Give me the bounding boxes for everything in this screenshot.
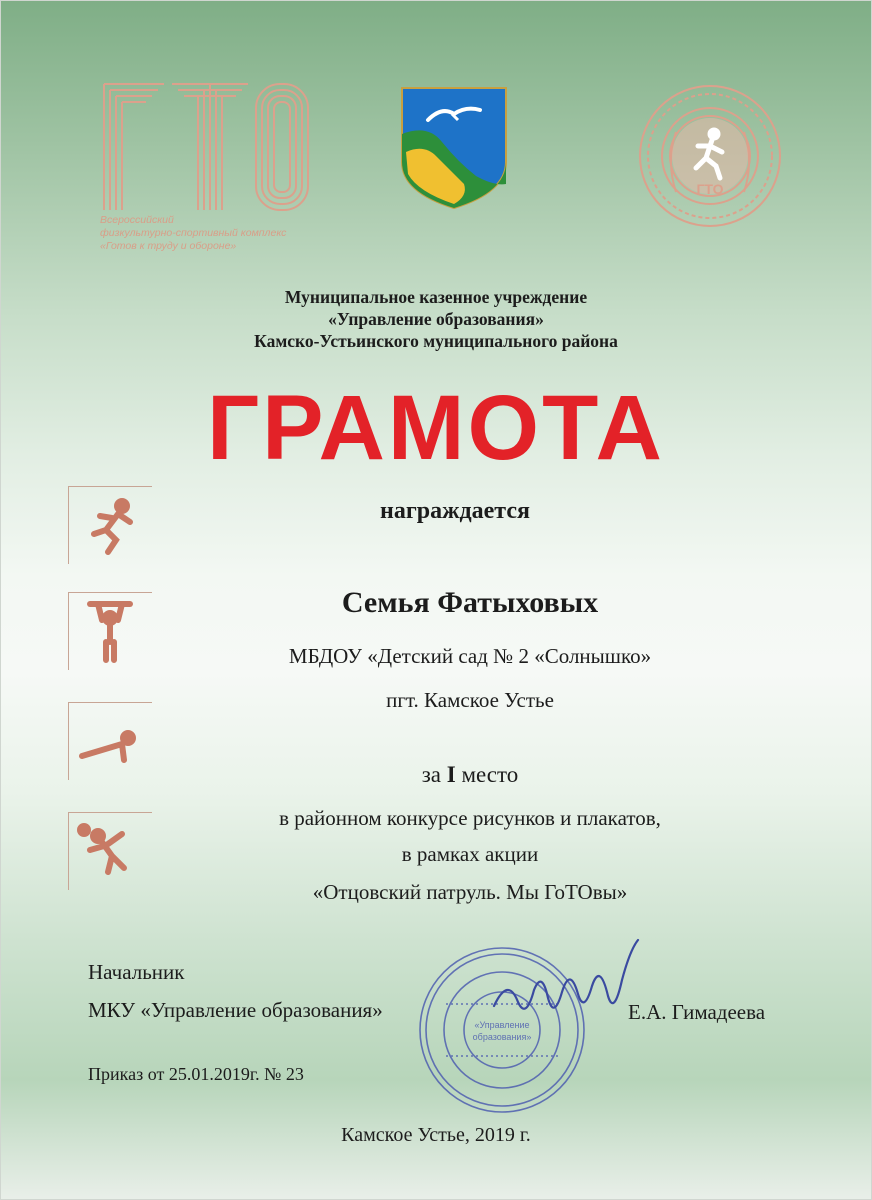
throwing-icon [68, 812, 152, 890]
stamp-center-line-1: «Управление [474, 1020, 530, 1030]
handwritten-signature [488, 936, 648, 1026]
certificate-title: ГРАМОТА [207, 377, 665, 479]
gto-caption-line: «Готов к труду и обороне» [100, 240, 237, 252]
signatory-name: Е.А. Гимадеева [628, 1000, 766, 1024]
signatory-position-2: МКУ «Управление образования» [88, 998, 383, 1022]
award-reason-line-3: в рамках акции [401, 842, 539, 866]
recipient-name: Семья Фатыховых [341, 586, 599, 619]
gto-logo-caption [100, 214, 350, 253]
award-place-rank: I [446, 762, 456, 787]
award-place-prefix: за [421, 762, 447, 787]
awarded-text: награждается [380, 498, 530, 524]
award-reason-line-4: «Отцовский патруль. Мы ГоТОвы» [312, 880, 628, 904]
coat-of-arms-icon [398, 84, 510, 212]
recipient-place: пгт. Камское Устье [386, 688, 554, 712]
footer-place-date: Камское Устье, 2019 г. [341, 1124, 531, 1146]
org-line-2: «Управление образования» [328, 309, 544, 329]
stamp-center-line-2: образования» [472, 1032, 532, 1042]
badge-label: ГТО [696, 181, 724, 197]
award-place [150, 762, 790, 788]
award-reason-line-2: в районном конкурсе рисунков и плакатов, [279, 806, 661, 830]
pull-up-icon [68, 592, 152, 670]
award-place-suffix: место [455, 762, 519, 787]
gto-caption-line: физкультурно-спортивный комплекс [100, 227, 287, 239]
recipient-institution: МБДОУ «Детский сад № 2 «Солнышко» [288, 644, 652, 668]
push-up-icon [68, 702, 152, 780]
gto-caption-line: Всероссийский [100, 214, 174, 226]
org-line-3: Камско-Устьинского муниципального района [254, 331, 618, 351]
order-reference: Приказ от 25.01.2019г. № 23 [88, 1064, 304, 1084]
org-line-1: Муниципальное казенное учреждение [284, 287, 588, 307]
running-icon [68, 486, 152, 564]
gto-badge-icon [636, 82, 784, 230]
signatory-position-1: Начальник [88, 960, 185, 984]
